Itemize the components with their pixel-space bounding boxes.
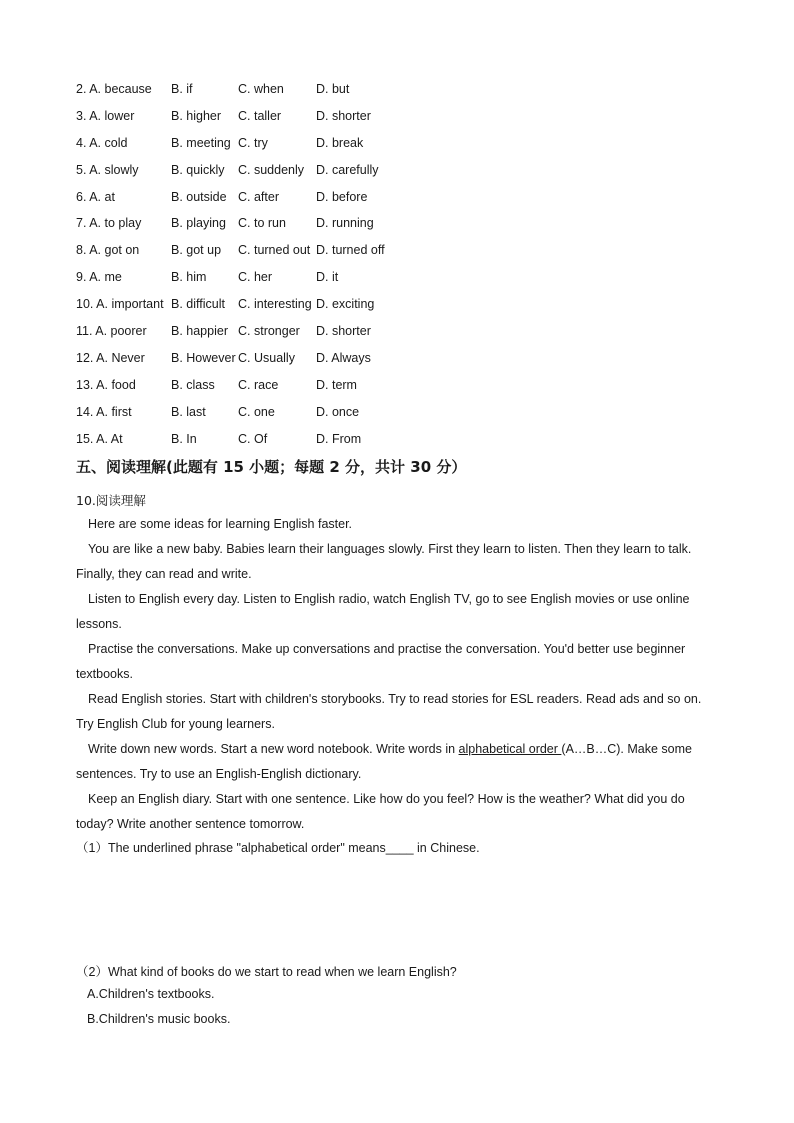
option-b: B. him <box>171 270 207 285</box>
option-d: D. shorter <box>316 108 371 123</box>
option-c: C. suddenly <box>238 162 305 177</box>
option-d: D. carefully <box>316 162 379 177</box>
option-b: B. In <box>171 431 197 446</box>
option-a: 5. A. slowly <box>76 162 139 177</box>
option-b: B. higher <box>171 108 222 123</box>
option-c: C. interesting <box>238 297 312 312</box>
option-c: C. taller <box>238 108 282 123</box>
section-title: 五、阅读理解(此题有 15 小题；每题 2 分，共计 30 分） <box>76 458 467 476</box>
option-b: B. quickly <box>171 162 225 177</box>
passage-paragraph: Read English stories. Start with children's storybooks. Try to read stories for ESL readers. Read ads and so on. Try English Club for young learners. <box>76 692 702 731</box>
option-c: C. Usually <box>238 350 295 365</box>
question-2: （2）What kind of books do we start to read when we learn English? <box>76 965 457 979</box>
underlined-phrase: alphabetical order <box>458 742 562 756</box>
option-b: B. if <box>171 82 193 96</box>
option-d: D. but <box>316 82 350 96</box>
option-c: C. turned out <box>238 243 311 258</box>
reading-passage <box>76 512 716 837</box>
option-c: C. Of <box>238 431 268 446</box>
option-b: B. playing <box>171 216 226 231</box>
option-d: D. it <box>316 270 339 285</box>
passage-paragraph <box>76 737 716 787</box>
option-b: B. happier <box>171 324 228 339</box>
option-a: 7. A. to play <box>76 216 142 231</box>
option-b: B. last <box>171 404 206 419</box>
passage-paragraph: Here are some ideas for learning English faster. <box>88 517 353 531</box>
option-a: 15. A. At <box>76 431 123 446</box>
option-a: 4. A. cold <box>76 135 128 150</box>
option-c: C. after <box>238 189 279 204</box>
option-d: D. term <box>316 377 357 392</box>
option-a: 3. A. lower <box>76 108 135 123</box>
passage-text: (A…B…C). Make some sentences. Try to use an English-English dictionary. <box>76 742 692 781</box>
option-c: C. try <box>238 135 268 150</box>
option-d: D. break <box>316 135 364 150</box>
passage-paragraph: Keep an English diary. Start with one sentence. Like how do you feel? How is the weather? What did you do today? Write another sentence tomorrow. <box>76 792 685 831</box>
option-a: 14. A. first <box>76 404 132 419</box>
option-a: 11. A. poorer <box>76 324 147 339</box>
option-a: 6. A. at <box>76 189 115 204</box>
option-b: B. However <box>171 350 236 365</box>
passage-paragraph: You are like a new baby. Babies learn their languages slowly. First they learn to listen. Then they learn to talk. Finally, they can read and write. <box>76 542 692 581</box>
option-b: B. difficult <box>171 297 225 312</box>
question-2-option-b: B.Children's music books. <box>87 1012 231 1026</box>
option-c: C. when <box>238 82 284 96</box>
option-d: D. exciting <box>316 297 375 312</box>
option-a: 10. A. important <box>76 297 164 312</box>
option-a: 9. A. me <box>76 270 122 285</box>
question-1: （1）The underlined phrase "alphabetical order" means____ in Chinese. <box>76 841 480 855</box>
option-c: C. to run <box>238 216 286 231</box>
passage-paragraph: Listen to English every day. Listen to English radio, watch English TV, go to see English movies or use online lessons. <box>76 592 690 631</box>
option-b: B. got up <box>171 243 222 258</box>
option-a: 12. A. Never <box>76 350 145 365</box>
option-d: D. before <box>316 189 368 204</box>
option-c: C. one <box>238 404 275 419</box>
option-c: C. race <box>238 377 279 392</box>
option-a: 13. A. food <box>76 377 136 392</box>
option-b: B. meeting <box>171 135 231 150</box>
question-2-option-a: A.Children's textbooks. <box>87 987 215 1001</box>
option-a: 2. A. because <box>76 82 152 96</box>
passage-text: Write down new words. Start a new word notebook. Write words in <box>88 742 459 756</box>
option-b: B. class <box>171 377 215 392</box>
question-label: 10.阅读理解 <box>76 493 146 508</box>
option-a: 8. A. got on <box>76 243 140 258</box>
option-c: C. her <box>238 270 273 285</box>
option-c: C. stronger <box>238 324 300 339</box>
option-d: D. once <box>316 404 360 419</box>
option-d: D. Always <box>316 350 371 365</box>
option-d: D. shorter <box>316 324 371 339</box>
option-b: B. outside <box>171 189 227 204</box>
option-d: D. From <box>316 431 362 446</box>
option-d: D. running <box>316 216 374 231</box>
option-d: D. turned off <box>316 243 385 258</box>
passage-paragraph: Practise the conversations. Make up conversations and practise the conversation. You'd better use beginner textbooks. <box>76 642 686 681</box>
